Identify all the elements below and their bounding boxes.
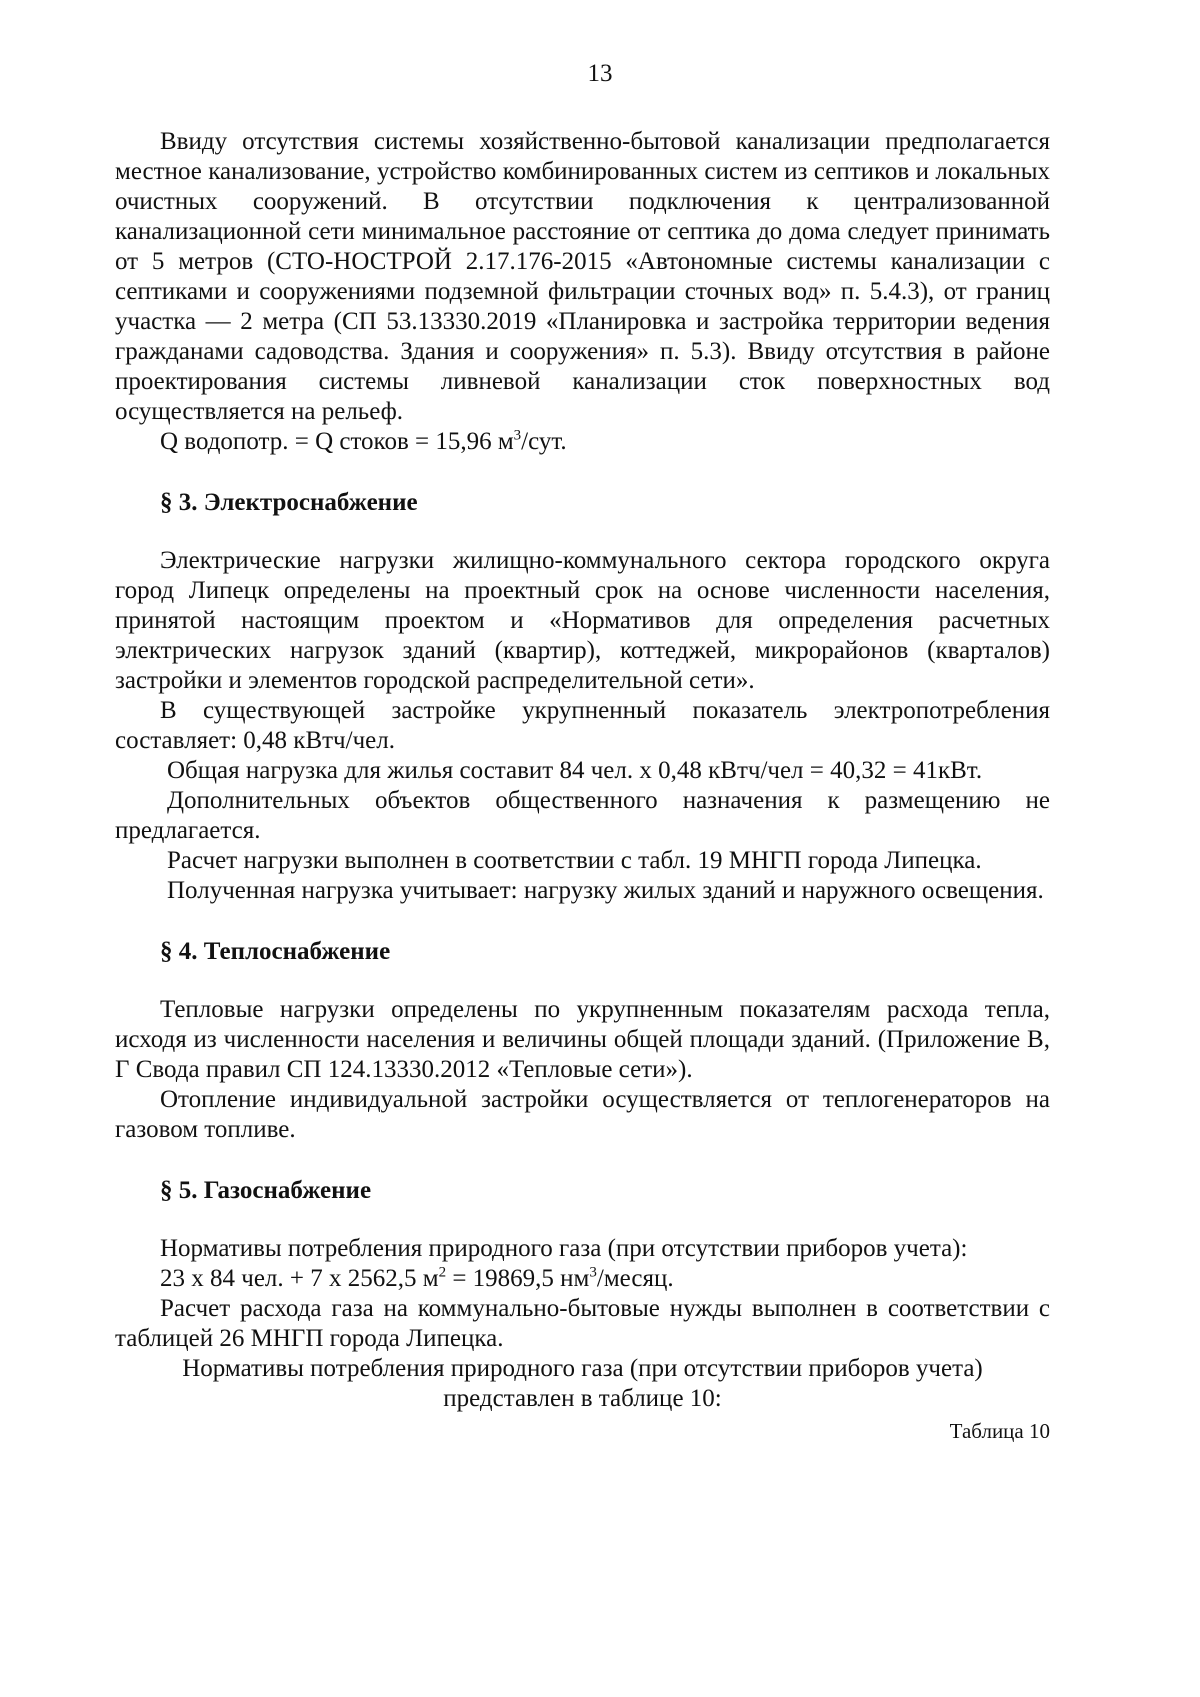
- paragraph-sewage: Ввиду отсутствия системы хозяйственно-бытовой канализации предполагается местное канализование, устройство комбинированных систем из септиков и локальных очистных сооружений. В отсутствии подключения к централизованной канализационной сети минимальное расстояние от септика до дома следует принимать от 5 метров (СТО-НОСТРОЙ 2.17.176-2015 «Автономные системы канализации с септиками и сооружениями подземной фильтрации сточных вод» п. 5.4.3), от границ участка — 2 метра (СП 53.13330.2019 «Планировка и застройка территории ведения гражданами садоводства. Здания и сооружения» п. 5.3). Ввиду отсутствия в районе проектирования системы ливневой канализации сток поверхностных вод осуществляется на рельеф.: [115, 128, 1050, 425]
- paragraph-heating: Отопление индивидуальной застройки осуществляется от теплогенераторов на газовом топливе.: [115, 1086, 1050, 1143]
- formula-gas-part-a: 23 х 84 чел. + 7 х 2562,5 м: [160, 1265, 439, 1292]
- paragraph-gas-calc: Расчет расхода газа на коммунально-бытовые нужды выполнен в соответствии с таблицей 26 МНГП города Липецка.: [115, 1295, 1050, 1352]
- formula-water-tail: /сут.: [521, 428, 567, 455]
- table-label: Таблица 10: [949, 1419, 1050, 1443]
- page-number: 13: [587, 60, 613, 87]
- formula-gas-sup-1: 2: [438, 1264, 447, 1281]
- paragraph-electric-calc: Расчет нагрузки выполнен в соответствии с табл. 19 МНГП города Липецка.: [167, 847, 982, 874]
- paragraph-gas-norms: Нормативы потребления природного газа (при отсутствии приборов учета):: [160, 1235, 968, 1262]
- paragraph-electric-indicator: В существующей застройке укрупненный показатель электропотребления составляет: 0,48 кВтч/чел.: [115, 697, 1050, 754]
- document-body: [115, 127, 1050, 1446]
- paragraph-electric-includes: Полученная нагрузка учитывает: нагрузку жилых зданий и наружного освещения.: [167, 877, 1044, 904]
- section-5-title: § 5. Газоснабжение: [160, 1177, 372, 1204]
- formula-gas-part-c: /месяц.: [596, 1265, 674, 1292]
- paragraph-electric-extra: Дополнительных объектов общественного назначения к размещению не предлагается.: [115, 787, 1050, 844]
- formula-gas-part-b: = 19869,5 нм: [446, 1265, 590, 1292]
- formula-water: [115, 427, 1050, 457]
- paragraph-gas-table-intro: Нормативы потребления природного газа (при отсутствии приборов учета) представлен в таблице 10:: [182, 1355, 983, 1412]
- paragraph-electric-total: Общая нагрузка для жилья составит 84 чел. х 0,48 кВтч/чел = 40,32 = 41кВт.: [167, 757, 983, 784]
- section-3-title: § 3. Электроснабжение: [160, 489, 418, 516]
- formula-water-text: Q водопотр. = Q стоков = 15,96 м: [160, 428, 514, 455]
- paragraph-heat-loads: Тепловые нагрузки определены по укрупненным показателям расхода тепла, исходя из численности населения и величины общей площади зданий. (Приложение В, Г Свода правил СП 124.13330.2012 «Тепловые сети»).: [115, 996, 1050, 1083]
- formula-gas: [115, 1264, 1050, 1294]
- formula-water-sup: 3: [513, 427, 522, 444]
- formula-gas-sup-2: 3: [589, 1264, 597, 1281]
- paragraph-electric-loads: Электрические нагрузки жилищно-коммунального сектора городского округа город Липецк определены на проектный срок на основе численности населения, принятой настоящим проектом и «Нормативов для определения расчетных электрических нагрузок зданий (квартир), коттеджей, микрорайонов (кварталов) застройки и элементов городской распределительной сети».: [115, 547, 1050, 694]
- section-4-title: § 4. Теплоснабжение: [160, 938, 391, 965]
